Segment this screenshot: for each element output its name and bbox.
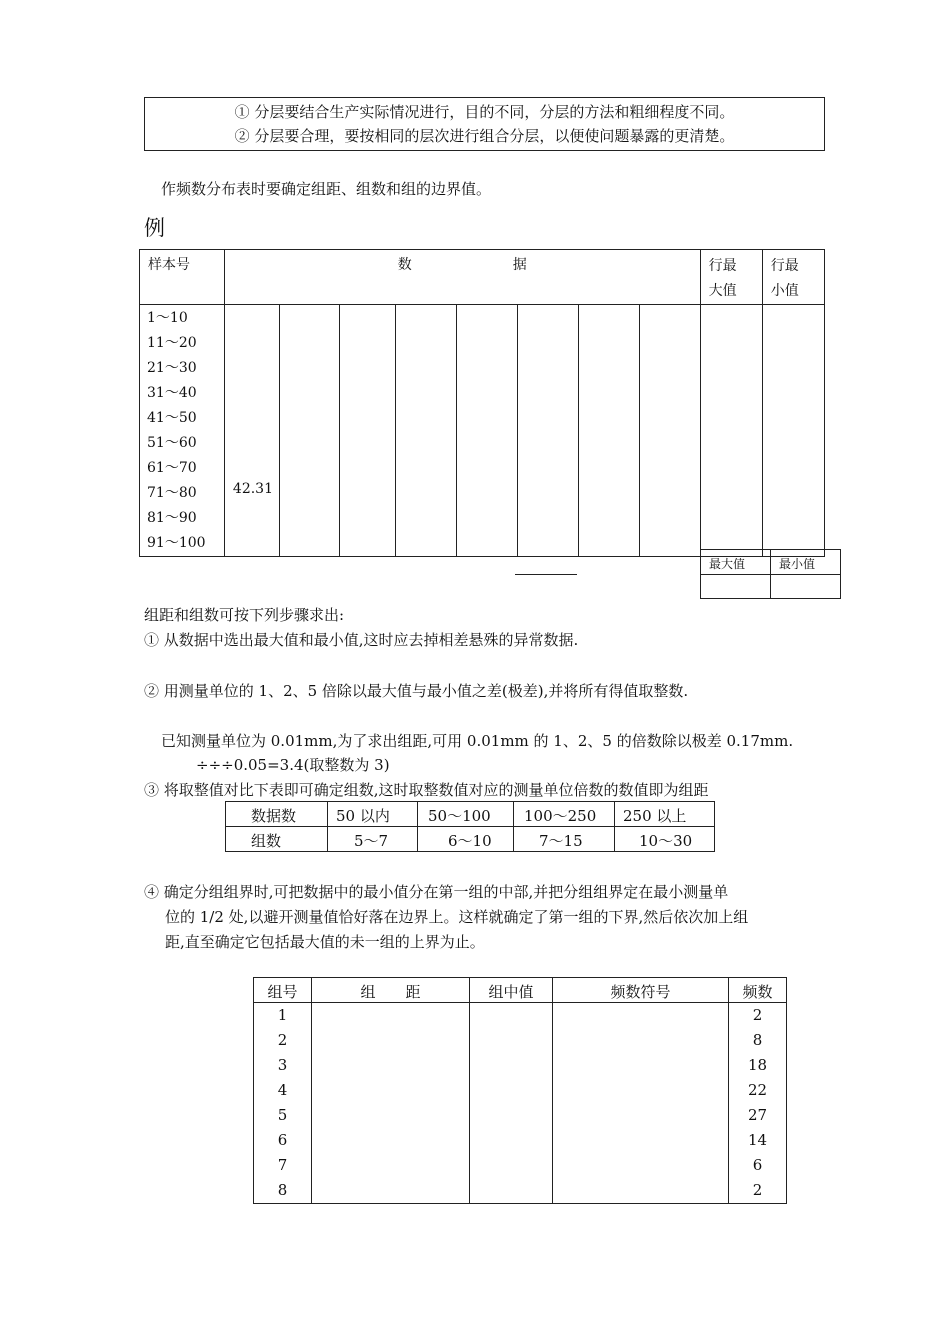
header-sample-label: 样本号 [148,257,190,273]
group-no-3: 3 [277,1056,288,1074]
example-heading: 例 [144,216,165,240]
group-numbers-cell [254,1003,312,1204]
gc-r2-c3: 6～10 [418,827,514,852]
range-8: 71～80 [147,485,197,501]
gc-r1-c4: 100～250 [514,802,615,827]
header-row-max-1: 行最 [708,258,737,274]
data-col-8 [639,305,700,557]
group-no-1: 1 [277,1006,288,1024]
gc-r2-c1: 组数 [226,827,328,852]
freq-header-midpoint: 组中值 [470,978,553,1003]
header-row-max-2: 大值 [708,283,737,299]
step-2-note: 已知测量单位为 0.01mm,为了求出组距,可用 0.01mm 的 1、2、5 的倍数除以极差 0.17mm. [161,732,794,750]
data-col-1 [224,305,279,557]
midpoint-cell [470,1003,553,1204]
step-1: ① 从数据中选出最大值和最小值,这时应去掉相差悬殊的异常数据. [144,631,579,649]
step-4-line-3: 距,直至确定它包括最大值的未一组的上界为止。 [165,933,485,951]
gc-r1-c1: 数据数 [226,802,328,827]
ranges-cell [140,305,225,557]
step-3: ③ 将取整值对比下表即可确定组数,这时取整数值对应的测量单位倍数的数值即为组距 [144,781,709,799]
freq-header-tally: 频数符号 [553,978,729,1003]
data-col-5 [456,305,517,557]
header-sample [140,250,225,305]
min-label: 最小值 [771,550,841,575]
data-col-3 [339,305,395,557]
max-min-table [700,549,841,599]
group-no-2: 2 [277,1031,288,1049]
header-row-min-1: 行最 [770,258,799,274]
frequency-1: 2 [752,1006,763,1024]
tally-cell [553,1003,729,1204]
range-1: 1～10 [147,310,188,326]
data-col-6 [517,305,578,557]
gc-r2-c4: 7～15 [514,827,615,852]
header-data [224,250,700,305]
note-line-2: ② 分层要合理，要按相同的层次进行组合分层，以便使问题暴露的更清楚。 [234,127,735,145]
range-7: 61～70 [147,460,197,476]
gc-r1-c5: 250 以上 [615,802,715,827]
gc-r2-c2: 5～7 [328,827,418,852]
step-2: ② 用测量单位的 1、2、5 倍除以最大值与最小值之差(极差),并将所有得值取整数. [144,682,689,700]
data-col-7 [578,305,639,557]
group-no-7: 7 [277,1156,288,1174]
step-4-line-2: 位的 1/2 处,以避开测量值恰好落在边界上。这样就确定了第一组的下界,然后依次加上组 [165,908,749,926]
range-10: 91～100 [147,535,206,551]
range-9: 81～90 [147,510,197,526]
group-no-8: 8 [277,1181,288,1199]
frequency-6: 14 [747,1131,768,1149]
frequency-8: 2 [752,1181,763,1199]
header-row-max [700,250,762,305]
frequency-4: 22 [747,1081,768,1099]
interval-cell [312,1003,470,1204]
gc-r1-c2: 50 以内 [328,802,418,827]
max-value-cell [701,575,771,599]
group-no-6: 6 [277,1131,288,1149]
intro-text: 作频数分布表时要确定组距、组数和组的边界值。 [161,180,492,198]
step-2-calc: ÷÷÷0.05=3.4(取整数为 3) [196,756,390,774]
frequency-table [253,977,787,1204]
range-4: 31～40 [147,385,197,401]
freq-header-interval: 组 距 [312,978,470,1003]
data-col-4 [395,305,456,557]
group-no-4: 4 [277,1081,288,1099]
gc-r2-c5: 10～30 [615,827,715,852]
row-max-col [700,305,762,557]
step-4-line-1: ④ 确定分组组界时,可把数据中的最小值分在第一组的中部,并把分组组界定在最小测量单 [144,883,729,901]
sample-value: 42.31 [232,481,273,497]
max-label: 最大值 [701,550,771,575]
row-min-col [762,305,824,557]
group-no-5: 5 [277,1106,288,1124]
range-6: 51～60 [147,435,197,451]
gc-r1-c3: 50～100 [418,802,514,827]
range-2: 11～20 [147,335,197,351]
freq-header-frequency: 频数 [729,978,787,1003]
underline-divider [515,574,577,575]
frequency-3: 18 [747,1056,768,1074]
frequencies-cell [729,1003,787,1204]
min-value-cell [771,575,841,599]
frequency-5: 27 [747,1106,768,1124]
note-line-1: ① 分层要结合生产实际情况进行，目的不同，分层的方法和粗细程度不同。 [234,103,735,121]
data-col-2 [279,305,339,557]
header-row-min-2: 小值 [770,283,799,299]
header-data-left: 数 [397,257,412,273]
header-row-min [762,250,824,305]
frequency-2: 8 [752,1031,763,1049]
group-count-table [225,801,715,852]
range-3: 21～30 [147,360,197,376]
sample-table [139,249,825,557]
freq-header-group-no: 组号 [254,978,312,1003]
range-5: 41～50 [147,410,197,426]
note-box [144,97,825,151]
header-data-right: 据 [512,257,527,273]
frequency-7: 6 [752,1156,763,1174]
steps-intro: 组距和组数可按下列步骤求出: [144,606,345,624]
